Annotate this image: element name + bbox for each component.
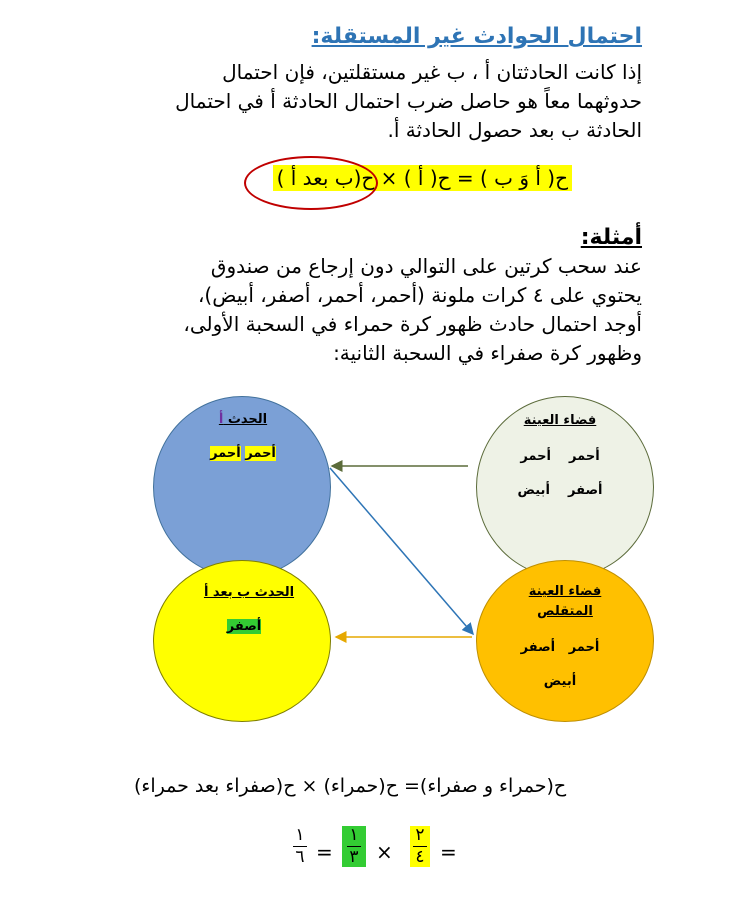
fraction-two-fourths xyxy=(410,826,430,867)
intro-line-3: الحادثة ب بعد حصول الحادثة أ. xyxy=(387,118,642,142)
formula-oval-highlight xyxy=(244,156,378,210)
sample-space-row-2: أصفر أبيض xyxy=(517,483,603,498)
event-b-after-a-items xyxy=(194,619,294,634)
example-line-1: عند سحب كرتين على التوالي دون إرجاع من صندوق xyxy=(210,254,642,278)
times-sign: × xyxy=(376,840,393,864)
event-a-item-1: أحمر xyxy=(245,446,276,461)
reduced-space-row-1: أحمر أصفر xyxy=(520,640,600,655)
fraction-denominator: ٣ xyxy=(349,847,359,867)
event-b-after-a-title: الحدث ب بعد أ xyxy=(203,585,295,600)
equals-sign-right: = xyxy=(440,840,457,864)
event-b-item: أصفر xyxy=(226,619,262,634)
main-formula: ح( أ وَ ب ) = ح( أ ) × ح(ب بعد أ ) xyxy=(273,165,572,191)
intro-line-2: حدوثهما معاً هو حاصل ضرب احتمال الحادثة أ في احتمال xyxy=(175,89,642,113)
sample-space-title: فضاء العينة xyxy=(523,413,597,428)
equals-sign-left: = xyxy=(316,840,333,864)
example-paragraph xyxy=(82,252,642,368)
example-line-3: أوجد احتمال حادث ظهور كرة حمراء في السحبة الأولى، xyxy=(183,312,642,336)
intro-paragraph xyxy=(82,58,642,145)
sample-space-row-1: أحمر أحمر xyxy=(520,449,600,464)
reduced-space-title-2: المتقلص xyxy=(537,604,593,619)
page-title: احتمال الحوادث غير المستقلة: xyxy=(311,24,642,49)
event-a-item-2: أحمر xyxy=(210,446,241,461)
reduced-space-row-2: أبيض xyxy=(543,674,577,689)
fraction-numerator: ١ xyxy=(295,825,305,845)
example-line-4: وظهور كرة صفراء في السحبة الثانية: xyxy=(333,341,642,365)
bottom-equation: ح(حمراء و صفراء)= ح(حمراء) × ح(صفراء بعد حمراء) xyxy=(134,775,567,797)
fraction-numerator: ١ xyxy=(349,825,359,845)
intro-line-1: إذا كانت الحادثتان أ ، ب غير مستقلتين، فإن احتمال xyxy=(222,60,642,84)
fraction-one-sixth xyxy=(293,826,307,867)
example-line-2: يحتوي على ٤ كرات ملونة (أحمر، أحمر، أصفر، أبيض)، xyxy=(197,283,642,307)
event-a-title: الحدث أ xyxy=(218,412,268,427)
fraction-one-third xyxy=(342,826,366,867)
arrow-event-a-to-reduced xyxy=(330,468,473,634)
event-a-items xyxy=(193,446,293,461)
fraction-numerator: ٢ xyxy=(415,825,425,845)
fraction-denominator: ٤ xyxy=(415,847,425,867)
fraction-denominator: ٦ xyxy=(295,847,305,867)
examples-title: أمثلة: xyxy=(580,225,642,250)
reduced-space-title-1: فضاء العينة xyxy=(528,584,602,599)
